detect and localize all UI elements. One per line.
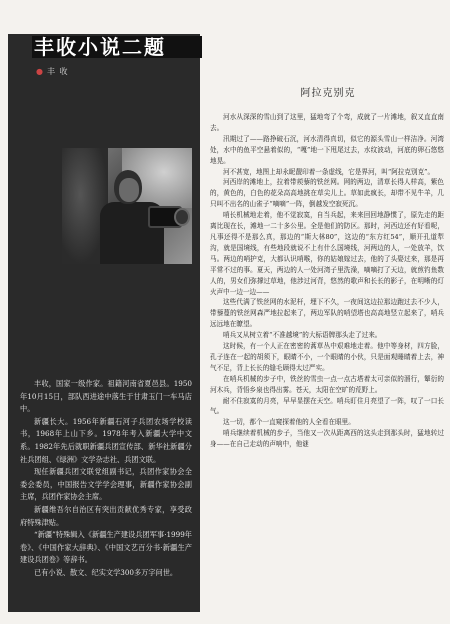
story-paragraph: 河西岸的滩地上，拉着带蒺藜的铁丝网。网的两边，清草长得人样高，紫色的，黄色的，白色的花朵高高地挑在草尖儿上。草如此疯长，却带不见牛羊，几只叫不出名的山雀子“嘀嘀”一阵，倒越发空寂死沉。 <box>210 178 444 209</box>
bio-paragraph: 现任新疆兵团文联党组副书记，兵团作家协会全委会委员，中国报告文学学会理事，新疆作家协会副主席，兵团作家协会主席。 <box>20 467 192 502</box>
story-paragraph: 河不甚宽，地图上却永昵靓印着一条虚线，它是界河，叫“阿拉克别克”。 <box>223 167 435 176</box>
story-paragraph: 这一切，都个一直窥探着他的人全看在眼里。 <box>223 418 355 427</box>
bio-paragraph: 已有小说、散文、纪实文学300多万字问世。 <box>34 567 178 577</box>
story-paragraph: 耐不住寂寞的月亮，早早显摆在天空。哨兵盯住月亮望了一阵，叹了一口长气。 <box>210 396 444 416</box>
story-paragraph: 汛期过了——路挣破石沉，河水清得真切，似它的源头雪山一样洁净。河湾处，水中的鱼平空悬着似的，“嘎”地一下甩尾过去，水纹波动，河底的卵石悠悠地晃。 <box>210 134 444 165</box>
story-body <box>210 112 444 450</box>
bio-paragraph: 新疆维吾尔自治区有突出贡献优秀专家，享受政府特殊津贴。 <box>20 504 192 527</box>
author-byline <box>36 66 69 77</box>
bio-paragraph: “新疆”特殊辑入《新疆生产建设兵团军事·1999年卷》、《中国作家大辞典》、《中国文艺百分书·新疆生产建设兵团卷》等辞书。 <box>20 530 192 565</box>
author-name: 丰 收 <box>46 67 69 76</box>
story-paragraph: 哨长机械地走着，他不觉寂寞，自当兵起，来来回回地静惯了，原先走的距离比现在长，滩地一二十多公里。全是他们的防区。那时，河西边还有好看呢，凡事还得不是那么真，那边的“斯大林80”，这边的“东方红54”，顺开孔道犁沟，就是国境线，有些地段就说不上有什么国境线，河两边的人，一处放羊，饮马。两边的哨护克，大都认识哨喉，你的姑娘嫁过去，他的了头娶过来，那是再平常不过的事。夏天，两边的人一处河湾子里洗澡，嘀嘀打了天边，就煎钓鱼数人的，男女们弥撑过草地，他涉过河背，悠然的歌声和长长的影子，在明晰的灯火声中一边一边—— <box>210 211 444 296</box>
story-paragraph: 这些代满了铁丝网的水泥杆，埋下不久，一夜间这边拉那边跑过去不少人，带藜蔓的铁丝网森严地拉起来了，两边军队的哨望塔也高高地竖立起来了，哨兵远远地在瞭望。 <box>210 298 444 329</box>
story-paragraph: 这时候，有一个人正在密密的蒿草丛中艰难地走着。他中等身材，四方脸，孔子连在一起的胡须下，眼睛不小，一个眼睛的小伙，只是面观睡睛着上去，神气不足，背上长长的缝毛顾得太过严实。 <box>210 342 444 372</box>
series-title: 丰收小说二题 <box>34 35 166 59</box>
bio-paragraph: 新疆长大。1956年新疆石河子兵团农场学校读书，1968年上山下乡。1978年考入新疆大学中文系。1982年先后就职新疆兵团宣传部、新华社新疆分社兵团组、《绿洲》文学杂志社、兵团文联。 <box>20 416 192 464</box>
bio-paragraph: 丰收，国家一级作家。祖籍河南省夏邑县。1950年10月15日，部队西进途中落生于甘肃玉门一车马店中。 <box>20 379 192 414</box>
story-paragraph: 河水从深深的雪山到了这里，猛地弯了个弯，成就了一片滩地，叙又直直南去。 <box>210 113 444 132</box>
story-paragraph: 哨兵继续着机械的步子，当他又一次从距离西的这头走到那头时，猛地转过身——在自己走动的声响中，他谜 <box>210 429 444 449</box>
story-paragraph: 在哨兵机械的步子中，铁丝的雪虫一点一点古塔着太可亲似的溜行，颦衍的河木兵，背悟乡泉也得出雾。苍天，太阳在空旷的荒野上。 <box>210 374 444 394</box>
story-paragraph: 哨兵又从树立着“不准越境”的大标语牌那头走了过来。 <box>223 331 382 340</box>
author-bio <box>20 378 192 580</box>
story-title: 阿拉克别克 <box>300 88 356 99</box>
bullet-icon: ● <box>36 67 44 76</box>
author-photo <box>62 148 192 264</box>
